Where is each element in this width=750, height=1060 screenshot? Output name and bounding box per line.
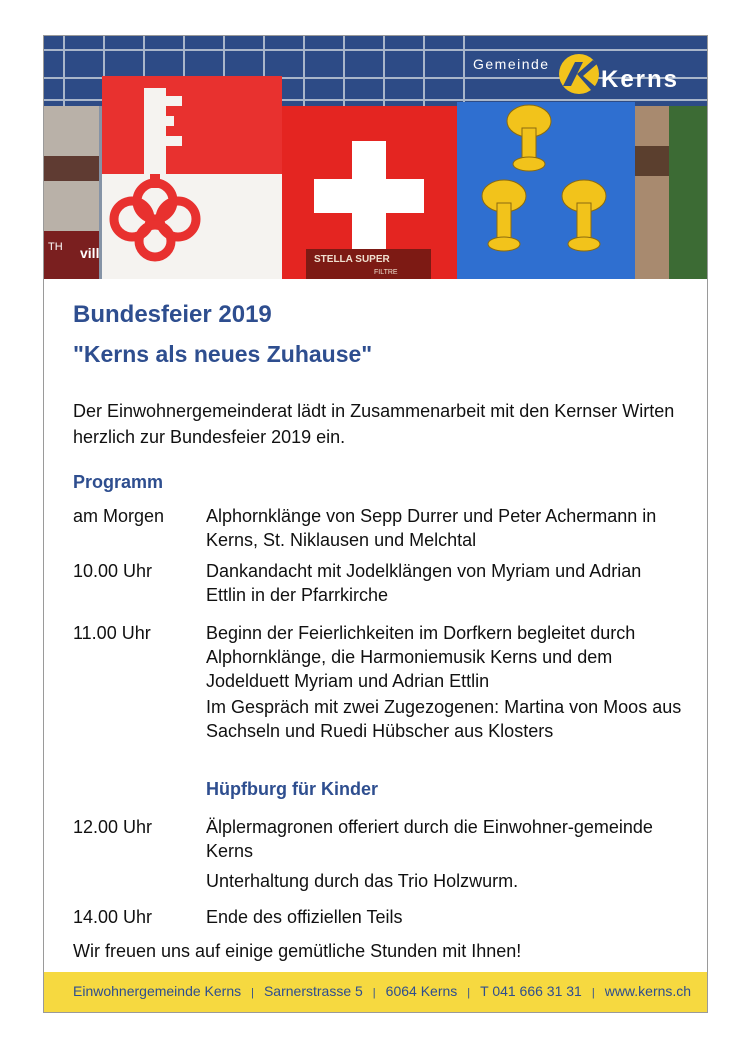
footer-street: Sarnerstrasse 5 — [263, 983, 363, 999]
program-extra-entertainment: Unterhaltung durch das Trio Holzwurm. — [206, 871, 519, 891]
footer-web-link[interactable]: www.kerns.ch — [604, 983, 692, 999]
kids-heading: Hüpfburg für Kinder — [206, 779, 378, 799]
footer-org: Einwohnergemeinde Kerns — [73, 983, 242, 999]
program-desc: Ende des offiziellen Teils — [206, 907, 403, 927]
logo-kerns-text: Kerns — [601, 66, 680, 93]
program-desc: Beginn der Feierlichkeiten im Dorfkern begleitet durch Alphornklänge, die Harmoniemusik Kerns und dem Jodelduett Myriam und Adrian Ettlin — [206, 623, 636, 691]
flags-banner — [44, 36, 707, 279]
program-time: 12.00 Uhr — [73, 817, 153, 837]
flyer — [43, 35, 708, 1013]
kerns-logo — [473, 50, 693, 100]
footer-contact — [73, 983, 691, 999]
sign-vill: vill — [80, 245, 100, 261]
intro-text: Der Einwohnergemeinderat lädt in Zusammenarbeit mit den Kernser Wirten herzlich zur Bundesfeier 2019 ein. — [73, 401, 675, 447]
footer-separator: | — [591, 987, 595, 999]
closing-text: Wir freuen uns auf einige gemütliche Stunden mit Ihnen! — [73, 941, 522, 961]
logo-gemeinde-text: Gemeinde — [473, 56, 550, 72]
page-title: Bundesfeier 2019 — [73, 301, 272, 328]
program-time: am Morgen — [73, 506, 165, 526]
sign-filtre: FILTRE — [374, 269, 398, 276]
footer-phone: T 041 666 31 31 — [480, 983, 582, 999]
program-heading: Programm — [73, 472, 164, 492]
footer-separator: | — [467, 987, 471, 999]
footer-bar — [44, 972, 707, 1012]
program-time: 14.00 Uhr — [73, 907, 153, 927]
program-desc: Dankandacht mit Jodelklängen von Myriam und Adrian Ettlin in der Pfarrkirche — [206, 561, 642, 605]
program-desc: Älplermagronen offeriert durch die Einwohner-gemeinde Kerns — [206, 817, 653, 861]
program-time: 10.00 Uhr — [73, 561, 153, 581]
footer-separator: | — [372, 987, 376, 999]
program-extra-talk: Im Gespräch mit zwei Zugezogenen: Martina von Moos aus Sachseln und Ruedi Hübscher aus Klosters — [206, 697, 682, 741]
sign-th: TH — [48, 241, 63, 253]
footer-city: 6064 Kerns — [385, 983, 458, 999]
program-desc: Alphornklänge von Sepp Durrer und Peter Achermann in Kerns, St. Niklausen und Melchtal — [206, 506, 657, 550]
program-time: 11.00 Uhr — [73, 623, 151, 643]
page-subtitle: "Kerns als neues Zuhause" — [73, 341, 373, 367]
sign-stella: STELLA SUPER — [314, 254, 390, 265]
kerns-logo-icon — [557, 52, 601, 96]
footer-separator: | — [251, 987, 254, 999]
